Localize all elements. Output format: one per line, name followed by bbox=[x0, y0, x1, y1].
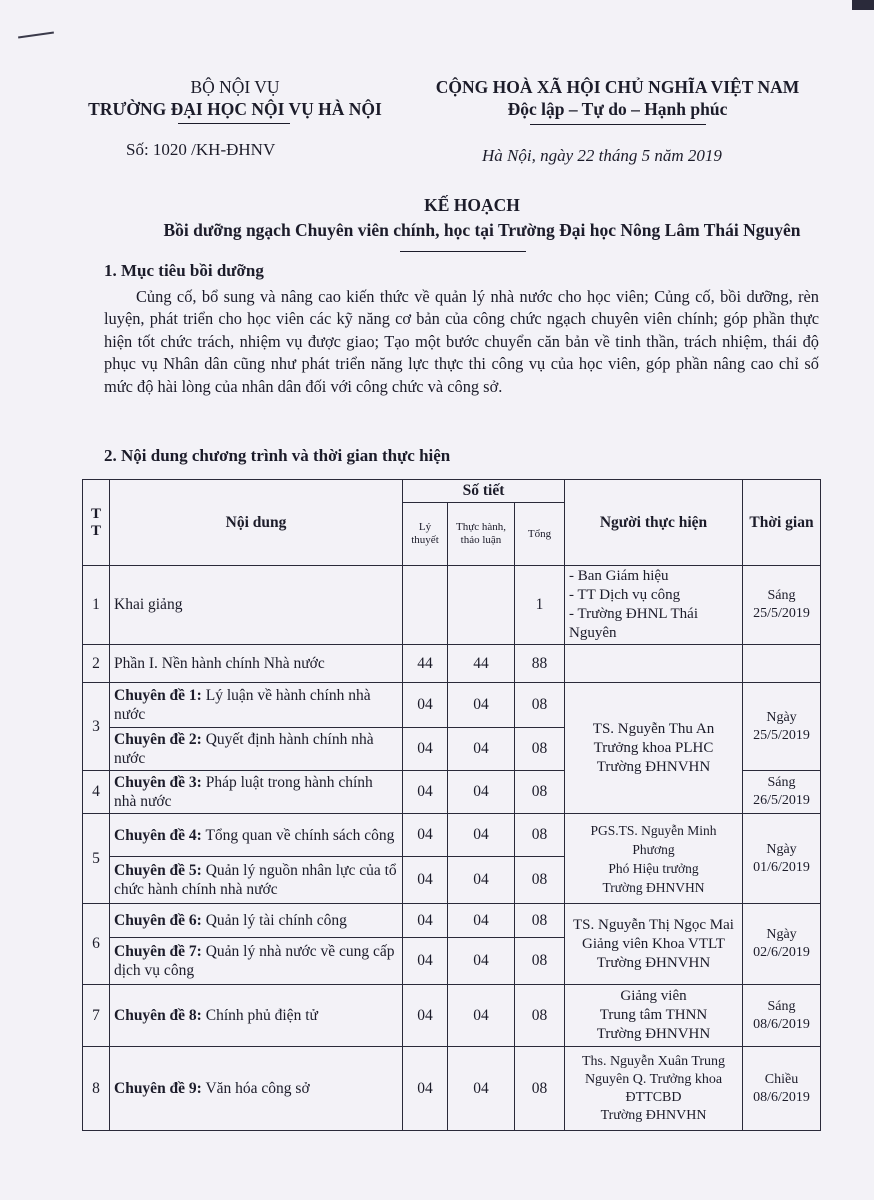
row-time: Chiều 08/6/2019 bbox=[743, 1047, 821, 1131]
row-total: 08 bbox=[515, 771, 565, 814]
topic-number: Chuyên đề 6: bbox=[114, 912, 202, 929]
row-time: Ngày 25/5/2019 bbox=[743, 683, 821, 771]
row-person bbox=[565, 814, 743, 904]
row-number: 8 bbox=[83, 1047, 110, 1131]
table-header-row bbox=[83, 480, 821, 503]
col-tt-header: T T bbox=[83, 480, 110, 566]
col-theory-header: Lý thuyết bbox=[403, 503, 448, 566]
row-theory: 04 bbox=[403, 985, 448, 1047]
row-theory: 04 bbox=[403, 728, 448, 771]
row-content bbox=[110, 985, 403, 1047]
row-person bbox=[565, 566, 743, 645]
topic-number: Chuyên đề 9: bbox=[114, 1080, 202, 1097]
person-line: Trường ĐHNVHN bbox=[596, 758, 711, 775]
row-total: 88 bbox=[515, 645, 565, 683]
person-line: Nguyên Q. Trưởng khoa bbox=[584, 1071, 723, 1087]
person-line: TS. Nguyễn Thu An bbox=[592, 720, 715, 737]
document-subtitle: Bồi dưỡng ngạch Chuyên viên chính, học tại Trường Đại học Nông Lâm Thái Nguyên bbox=[163, 220, 801, 240]
row-practice: 04 bbox=[448, 728, 515, 771]
row-theory: 04 bbox=[403, 771, 448, 814]
row-number: 6 bbox=[83, 904, 110, 985]
topic-title: Quản lý nhà nước về cung cấp dịch vụ công bbox=[114, 943, 395, 979]
row-practice: 04 bbox=[448, 814, 515, 857]
schedule-table bbox=[82, 479, 821, 1131]
person-line: Giảng viên Khoa VTLT bbox=[582, 935, 725, 952]
document-number: Số: 1020 /KH-ĐHNV bbox=[126, 140, 276, 159]
topic-title: Pháp luật trong hành chính nhà nước bbox=[114, 774, 373, 810]
corner-mark bbox=[852, 0, 874, 10]
person-line: Giảng viên bbox=[620, 988, 687, 1004]
table-row bbox=[83, 1047, 821, 1131]
row-total: 08 bbox=[515, 938, 565, 985]
row-content bbox=[110, 728, 403, 771]
row-theory: 04 bbox=[403, 857, 448, 904]
topic-title: Tổng quan về chính sách công bbox=[201, 826, 395, 844]
row-practice: 04 bbox=[448, 985, 515, 1047]
row-number: 7 bbox=[83, 985, 110, 1047]
row-number: 4 bbox=[83, 771, 110, 814]
person-line: ĐTTCBD bbox=[625, 1089, 682, 1105]
row-content bbox=[110, 1047, 403, 1131]
topic-title: Chính phủ điện tử bbox=[201, 1007, 318, 1024]
republic-name: CỘNG HOÀ XÃ HỘI CHỦ NGHĨA VIỆT NAM bbox=[435, 77, 800, 97]
row-total: 08 bbox=[515, 985, 565, 1047]
national-block bbox=[420, 76, 815, 120]
scan-mark bbox=[18, 32, 54, 39]
person-line: Ths. Nguyễn Xuân Trung bbox=[581, 1053, 726, 1069]
col-periods-header: Số tiết bbox=[403, 480, 565, 503]
person-line: TS. Nguyễn Thị Ngọc Mai bbox=[573, 916, 734, 933]
person-line: Trung tâm THNN bbox=[599, 1007, 708, 1023]
row-practice: 04 bbox=[448, 771, 515, 814]
issuer-block bbox=[70, 76, 400, 120]
row-number: 3 bbox=[83, 683, 110, 771]
row-theory: 04 bbox=[403, 1047, 448, 1131]
row-content bbox=[110, 938, 403, 985]
topic-number: Chuyên đề 7: bbox=[114, 943, 202, 960]
person-line: - TT Dịch vụ công bbox=[569, 587, 681, 603]
table-row bbox=[83, 683, 821, 728]
person-line: Trường ĐHNVHN bbox=[600, 1107, 707, 1123]
person-line: - Trường ĐHNL Thái Nguyên bbox=[569, 606, 698, 641]
row-total: 08 bbox=[515, 1047, 565, 1131]
title-underline bbox=[400, 251, 526, 252]
national-motto: Độc lập – Tự do – Hạnh phúc bbox=[507, 99, 728, 119]
row-content bbox=[110, 857, 403, 904]
col-total-header: Tổng bbox=[515, 503, 565, 566]
row-practice: 04 bbox=[448, 938, 515, 985]
topic-title: Quyết định hành chính nhà nước bbox=[114, 731, 374, 767]
row-practice: 04 bbox=[448, 1047, 515, 1131]
motto-underline bbox=[530, 124, 706, 125]
row-total: 08 bbox=[515, 728, 565, 771]
table-row bbox=[83, 904, 821, 938]
col-person-header: Người thực hiện bbox=[565, 480, 743, 566]
person-line: Trường ĐHNVHN bbox=[596, 954, 711, 971]
topic-number: Chuyên đề 5: bbox=[114, 862, 202, 879]
row-total: 08 bbox=[515, 683, 565, 728]
issuer-underline bbox=[178, 123, 290, 124]
row-total: 1 bbox=[515, 566, 565, 645]
topic-number: Chuyên đề 2: bbox=[114, 731, 202, 748]
document-title: KẾ HOẠCH bbox=[424, 195, 520, 215]
col-time-header: Thời gian bbox=[743, 480, 821, 566]
table-row bbox=[83, 985, 821, 1047]
row-practice: 04 bbox=[448, 904, 515, 938]
row-theory: 04 bbox=[403, 814, 448, 857]
person-line: PGS.TS. Nguyễn Minh Phương bbox=[590, 822, 717, 857]
section-1-heading: 1. Mục tiêu bồi dưỡng bbox=[104, 261, 264, 280]
topic-number: Chuyên đề 3: bbox=[114, 774, 202, 791]
row-person bbox=[565, 683, 743, 814]
row-time: Ngày 01/6/2019 bbox=[743, 814, 821, 904]
row-number: 5 bbox=[83, 814, 110, 904]
topic-number: Chuyên đề 8: bbox=[114, 1007, 202, 1024]
topic-title: Quản lý nguồn nhân lực của tổ chức hành chính nhà nước bbox=[114, 862, 397, 898]
row-content bbox=[110, 904, 403, 938]
row-time: Sáng 26/5/2019 bbox=[743, 771, 821, 814]
row-content: Khai giảng bbox=[110, 566, 403, 645]
person-line: Trưởng khoa PLHC bbox=[593, 739, 714, 756]
table-row bbox=[83, 566, 821, 645]
section-1-text: Củng cố, bổ sung và nâng cao kiến thức về quản lý nhà nước cho học viên; Củng cố, bồi dưỡng, rèn luyện, phát triển cho học viên các kỹ năng cơ bản của công chức ngạch chuyên viên chính; góp phần thực hiện tốt chức trách, nhiệm vụ được giao; Tạo một bước chuyển căn bản về tinh thần, trách nhiệm, thái độ phục vụ Nhân dân cũng như phát triển năng lực thực thi công vụ của học viên, góp phần nâng cao chỉ số mức độ hài lòng của nhân dân đối với công chức và công sở. bbox=[104, 287, 819, 396]
row-number: 2 bbox=[83, 645, 110, 683]
row-content bbox=[110, 814, 403, 857]
row-time: Sáng 08/6/2019 bbox=[743, 985, 821, 1047]
row-total: 08 bbox=[515, 857, 565, 904]
row-number: 1 bbox=[83, 566, 110, 645]
row-person bbox=[565, 904, 743, 985]
row-time: Sáng 25/5/2019 bbox=[743, 566, 821, 645]
col-practice-header: Thực hành, thảo luận bbox=[448, 503, 515, 566]
row-total: 08 bbox=[515, 904, 565, 938]
row-content bbox=[110, 683, 403, 728]
topic-title: Quản lý tài chính công bbox=[201, 912, 347, 929]
ministry-name: BỘ NỘI VỤ bbox=[190, 77, 280, 97]
row-practice: 04 bbox=[448, 683, 515, 728]
section-2-heading: 2. Nội dung chương trình và thời gian thực hiện bbox=[104, 446, 451, 465]
person-line: Trường ĐHNVHN bbox=[602, 879, 705, 895]
row-content: Phần I. Nền hành chính Nhà nước bbox=[110, 645, 403, 683]
university-name: TRƯỜNG ĐẠI HỌC NỘI VỤ HÀ NỘI bbox=[88, 99, 382, 119]
row-theory: 04 bbox=[403, 938, 448, 985]
topic-title: Văn hóa công sở bbox=[201, 1080, 310, 1097]
place-date: Hà Nội, ngày 22 tháng 5 năm 2019 bbox=[482, 146, 722, 165]
table-row bbox=[83, 645, 821, 683]
row-practice: 04 bbox=[448, 857, 515, 904]
topic-title: Lý luận về hành chính nhà nước bbox=[114, 687, 371, 723]
topic-number: Chuyên đề 1: bbox=[114, 687, 202, 704]
row-theory: 44 bbox=[403, 645, 448, 683]
topic-number: Chuyên đề 4: bbox=[114, 826, 202, 844]
table-row bbox=[83, 814, 821, 857]
row-time: Ngày 02/6/2019 bbox=[743, 904, 821, 985]
row-person bbox=[565, 1047, 743, 1131]
row-theory: 04 bbox=[403, 904, 448, 938]
row-theory: 04 bbox=[403, 683, 448, 728]
person-line: - Ban Giám hiệu bbox=[569, 568, 669, 584]
row-content bbox=[110, 771, 403, 814]
col-content-header: Nội dung bbox=[110, 480, 403, 566]
person-line: Trường ĐHNVHN bbox=[596, 1026, 711, 1042]
person-line: Phó Hiệu trưởng bbox=[608, 860, 699, 876]
row-practice: 44 bbox=[448, 645, 515, 683]
row-person bbox=[565, 985, 743, 1047]
row-total: 08 bbox=[515, 814, 565, 857]
